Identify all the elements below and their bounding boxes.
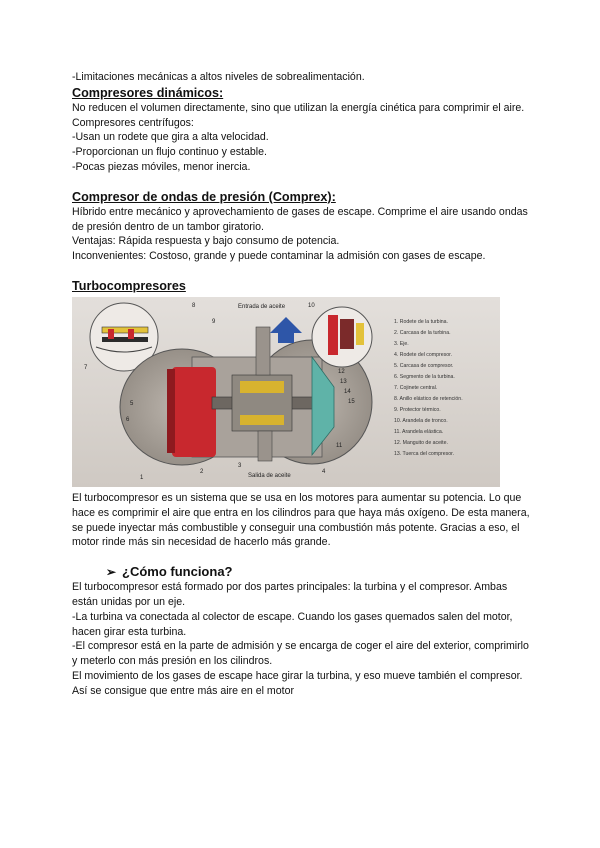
funciona-line: El turbocompresor está formado por dos partes principales: la turbina y el compresor. Ambas están unidas por un eje.: [72, 581, 508, 608]
callout-number: 5: [130, 400, 134, 407]
callout-number: 7: [84, 364, 88, 371]
comprex-ventajas: Ventajas: Rápida respuesta y bajo consumo de potencia.: [72, 235, 340, 248]
callout-number: 8: [192, 302, 196, 309]
legend-item: 13. Tuerca del compresor.: [394, 450, 454, 457]
arrow-bullet-icon: ➢: [106, 565, 117, 580]
funciona-line: El movimiento de los gases de escape hace girar la turbina, y eso mueve también el compresor. Así se consigue que entre más aire en el motor: [72, 669, 523, 697]
callout-number: 15: [348, 398, 355, 405]
callout-number: 4: [322, 468, 326, 475]
turbo-diagram-figure: [72, 297, 500, 487]
section-title-comprex: Compresor de ondas de presión (Comprex):: [72, 189, 336, 204]
section-title-funciona: [72, 564, 532, 580]
section-title-turbo: Turbocompresores: [72, 278, 186, 293]
dinamicos-desc: No reducen el volumen directamente, sino que utilizan la energía cinética para comprimir el aire.: [72, 101, 525, 114]
callout-number: 10: [308, 302, 315, 309]
legend-item: 4. Rodete del compresor.: [394, 351, 452, 358]
dinamicos-item: -Proporcionan un flujo continuo y estable.: [72, 146, 267, 159]
label-entrada-aceite: Entrada de aceite: [238, 303, 286, 310]
callout-number: 6: [126, 416, 130, 423]
legend-item: 7. Cojinete central.: [394, 384, 438, 391]
legend-item: 6. Segmento de la turbina.: [394, 373, 455, 380]
legend-item: 8. Anillo elástico de retención.: [394, 395, 463, 402]
callout-number: 14: [344, 388, 351, 395]
legend-item: 9. Protector térmico.: [394, 406, 441, 413]
dinamicos-item: -Pocas piezas móviles, menor inercia.: [72, 160, 251, 173]
funciona-line: -La turbina va conectada al colector de escape. Cuando los gases quemados salen del motor, hacen girar esta turbina.: [72, 610, 513, 638]
legend-item: 3. Eje.: [394, 340, 409, 347]
turbo-desc: El turbocompresor es un sistema que se usa en los motores para aumentar su potencia. Lo que hace es comprimir el aire que entra en los cilindros para que haya más oxígeno. De esta manera, se puede inyectar más combustible y conseguir una combustión más potente. Gracias a eso, el motor rinde más sin necesidad de hacerlo más grande.: [72, 491, 530, 549]
callout-number: 9: [212, 318, 216, 325]
turbine-wheel-red: [172, 367, 216, 457]
legend-item: 11. Arandela elástica.: [394, 428, 444, 435]
legend-item: 1. Rodete de la turbina.: [394, 318, 448, 325]
callout-number: 1: [140, 474, 144, 481]
funciona-title-text: ¿Cómo funciona?: [122, 564, 233, 580]
section-title-dinamicos: Compresores dinámicos:: [72, 85, 224, 100]
callout-number: 2: [200, 468, 204, 475]
comprex-desc: Híbrido entre mecánico y aprovechamiento de gases de escape. Comprime el aire usando ondas de presión dentro de un tambor giratorio.: [72, 205, 528, 233]
legend-item: 12. Manguito de aceite.: [394, 439, 448, 446]
dinamicos-subtitle: Compresores centrífugos:: [72, 116, 194, 129]
document-page: [72, 70, 532, 699]
inset-compressor-detail: [312, 307, 372, 367]
funciona-line: -El compresor está en la parte de admisión y se encarga de coger el aire del exterior, comprimirlo y meterlo con más presión en los cilindros.: [72, 640, 529, 668]
callout-number: 11: [336, 442, 343, 449]
legend-item: 5. Carcasa de compresor.: [394, 362, 454, 369]
dinamicos-item: -Usan un rodete que gira a alta velocidad.: [72, 131, 269, 144]
intro-line: -Limitaciones mecánicas a altos niveles de sobrealimentación.: [72, 71, 365, 83]
legend-item: 10. Arandela de tronco.: [394, 417, 448, 424]
label-salida-aceite: Salida de aceite: [248, 472, 291, 479]
comprex-inconvenientes: Inconvenientes: Costoso, grande y puede contaminar la admisión con gases de escape.: [72, 250, 486, 263]
turbo-diagram: [72, 297, 500, 487]
callout-number: 13: [340, 378, 347, 385]
callout-number: 3: [238, 462, 242, 469]
legend-item: 2. Carcasa de la turbina.: [394, 329, 451, 336]
callout-number: 12: [338, 368, 345, 375]
